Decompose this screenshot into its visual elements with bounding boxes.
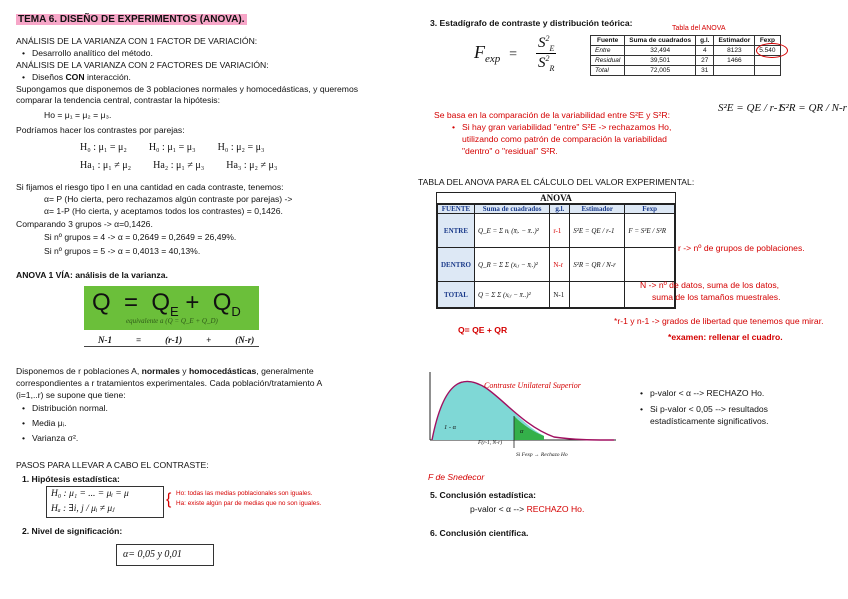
note-n: N -> nº de datos, suma de los datos,: [640, 280, 780, 290]
risk-line-0: Si fijamos el riesgo tipo I en una cantidad en cada contraste, tenemos:: [16, 182, 284, 192]
h0-row: H₀ : μ₁ = μ₂ H₀ : μ₁ = μ₃ H₀ : μ₂ = μ₃: [80, 142, 265, 153]
para-line-0: Disponemos de r poblaciones A, normales y homocedásticas, generalmente: [16, 366, 314, 376]
line-comparar: comparar la tendencia central, contrastar la hipótesis:: [16, 95, 220, 105]
para-line-2: (i=1,..r) se supone que tiene:: [16, 390, 126, 400]
brace: {: [166, 491, 172, 508]
note-gl: *r-1 y n-1 -> grados de libertad que tenemos que mirar.: [614, 316, 824, 326]
step2-box: α= 0,05 y 0,01: [116, 544, 214, 566]
risk-line-2: α= 1-P (Ho cierta, y aceptamos todos los contrastes) = 0,1426.: [44, 206, 283, 216]
anova-table-header: ANOVA: [437, 193, 675, 204]
chart-label-alpha: α: [520, 428, 524, 435]
chart-label-crit: F(r-1, N-r): [478, 440, 503, 446]
note-r: r -> nº de grupos de poblaciones.: [678, 243, 805, 253]
q-sum: Q= QE + QR: [458, 325, 508, 335]
fexp-fraction: $S^2_E$ $S^2_R$: [538, 34, 555, 73]
based-bullet: • Si hay gran variabilidad "entre" S²E -> rechazamos Ho,: [462, 122, 671, 133]
bullet-media: • Media μᵢ.: [32, 418, 66, 429]
step2-title: 2. Nivel de significación:: [22, 526, 123, 536]
line-anova-1factor: ANÁLISIS DE LA VARIANZA CON 1 FACTOR DE VARIACIÓN:: [16, 36, 258, 46]
step6-title: 6. Conclusión científica.: [430, 528, 529, 538]
chart-caption: F de Snedecor: [428, 472, 485, 482]
risk-line-5: Si nº grupos = 5 -> α = 0,4013 = 40,13%.: [44, 246, 201, 256]
steps-title: PASOS PARA LLEVAR A CABO EL CONTRASTE:: [16, 460, 209, 470]
fexp-formula: $F_{exp}$ =: [474, 42, 518, 66]
df-row: N-1 = (r-1) + (N-r): [98, 335, 255, 345]
bullet-normal: • Distribución normal.: [32, 403, 108, 414]
step1-box: H₀ : μ₁ = ... = μᵢ = μ Hₐ : ∃i, j / μᵢ ≠ μⱼ: [46, 486, 164, 518]
sr-formula: S²R = QR / N-r: [780, 102, 847, 114]
ha-row: Ha₁ : μ₁ ≠ μ₂ Ha₂ : μ₁ ≠ μ₃ Ha₃ : μ₂ ≠ μ₃: [80, 160, 278, 171]
df-underline: [84, 346, 259, 347]
pv-line-1: • Si p-valor < 0,05 --> resultados: [650, 404, 768, 415]
note-n-2: suma de los tamaños muestrales.: [652, 292, 781, 302]
anova-small-table: Fuente Suma de cuadrados g.l. Estimador Fexp Entre 32,494 4 8123 5.540 Residual 39,501 27 1466 Total 72,005 31: [590, 35, 781, 76]
step3-title: 3. Estadígrafo de contraste y distribución teórica:: [430, 18, 633, 28]
line-parejas: Podríamos hacer los contrastes por parejas:: [16, 125, 185, 135]
step5-line: p-valor < α --> RECHAZO Ho.: [470, 504, 585, 514]
chart-title: Contraste Unilateral Superior: [484, 381, 581, 390]
risk-line-1: α= P (Ho cierta, pero rechazamos algún contraste por parejas) ->: [44, 194, 293, 204]
se-formula: S²E = QE / r-1: [718, 102, 783, 114]
anova-table-title: TABLA DEL ANOVA PARA EL CÁLCULO DEL VALOR EXPERIMENTAL:: [418, 177, 695, 187]
based-line-3: "dentro" o "residual" S²R.: [462, 146, 558, 156]
chart-label-reject: Si Fexp → Rechazo Ho: [516, 452, 568, 458]
page-title: TEMA 6. DISEÑO DE EXPERIMENTOS (ANOVA).: [18, 14, 245, 25]
step1-note-1: Ha: existe algún par de medias que no son iguales.: [176, 500, 322, 507]
chart-label-1-alpha: 1 - α: [444, 424, 457, 431]
based-line: Se basa en la comparación de la variabilidad entre S²E y S²R:: [434, 110, 670, 120]
step5-title: 5. Conclusión estadística:: [430, 490, 537, 500]
table-caption: Tabla del ANOVA: [672, 25, 726, 32]
step1-title: 1. Hipótesis estadística:: [22, 474, 120, 484]
anova1-title: ANOVA 1 VÍA: análisis de la varianza.: [16, 270, 168, 280]
para-line-1: correspondientes a r tratamientos experimentales. Cada población/tratamiento A: [16, 378, 323, 388]
pv-line-2: estadísticamente significativos.: [650, 416, 769, 426]
bullet-varianza: • Varianza σ².: [32, 433, 78, 444]
formula-box: $Q = Q_E + Q_D$ equivalente a (Q = Q_E + Q_D): [84, 286, 259, 330]
line-supongamos: Supongamos que disponemos de 3 poblaciones normales y homocedásticas, y queremos: [16, 84, 359, 94]
risk-line-3: Comparando 3 grupos -> α=0,1426.: [16, 219, 153, 229]
line-ho: Ho = μ₁ = μ₂ = μ₃.: [44, 110, 112, 120]
step1-note-0: Ho: todas las medias poblacionales son iguales.: [176, 490, 313, 497]
risk-line-4: Si nº grupos = 4 -> α = 0,2649 = 0,2649 = 26,49%.: [44, 232, 237, 242]
based-line-2: utilizando como patrón de comparación la variabilidad: [462, 134, 667, 144]
pv-line-0: • p-valor < α --> RECHAZO Ho.: [650, 388, 764, 399]
line-anova-2factor: ANÁLISIS DE LA VARIANZA CON 2 FACTORES DE VARIACIÓN:: [16, 60, 269, 70]
line-disenos: • Diseños CON interacción.: [32, 72, 131, 83]
anova-table: ANOVA FUENTE Suma de cuadrados g.l. Estimador Fexp ENTRE Q_E = Σ nᵢ (x̄ᵢ. − x̄..)² r-1 S²E = QE / r-1 F = S²E / S²R DENTRO Q_R = Σ Σ (xᵢⱼ − x̄ᵢ.)² N-r S²R = QR / N-r TOTAL Q = Σ Σ (xᵢⱼ − x̄..)² N-1: [436, 192, 676, 309]
line-desarrollo: • Desarrollo analítico del método.: [32, 48, 153, 59]
note-examen: *examen: rellenar el cuadro.: [668, 332, 783, 342]
